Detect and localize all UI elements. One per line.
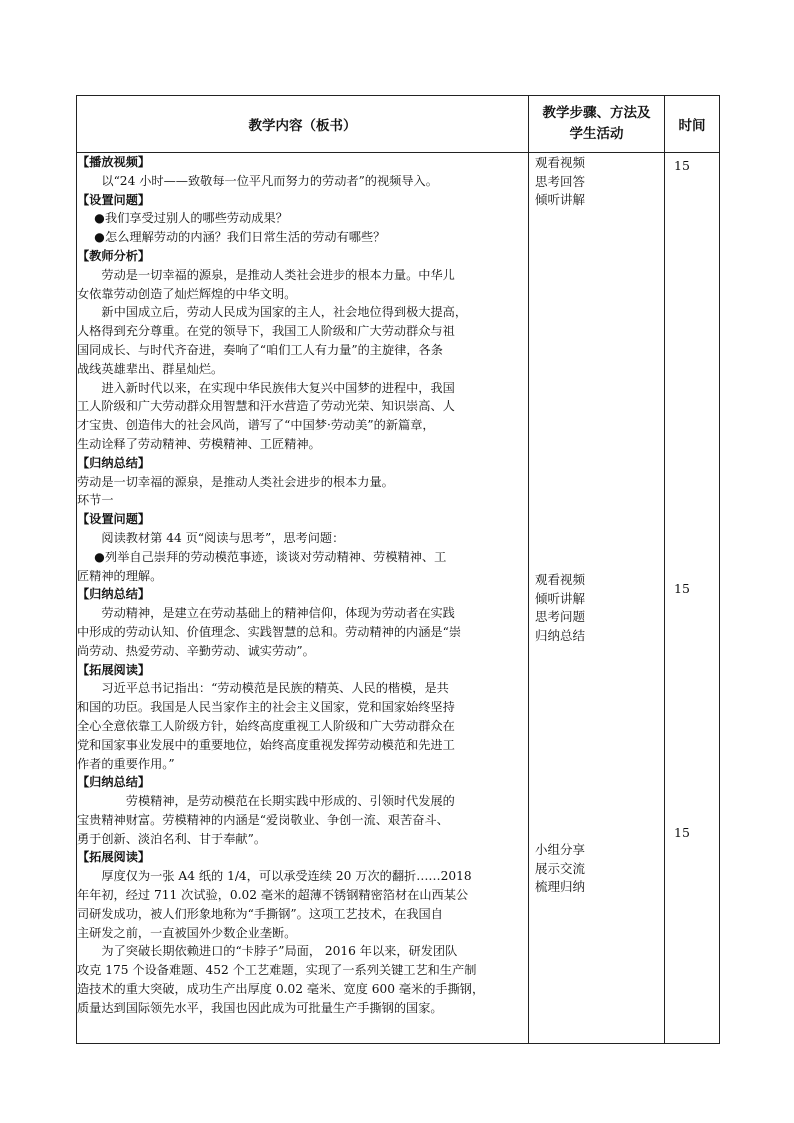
content-line-text: 年年初，经过 711 次试验，0.02 毫米的超薄不锈钢精密箔材在山西某公 bbox=[77, 888, 469, 903]
section-heading bbox=[77, 661, 528, 680]
step-group bbox=[535, 154, 585, 210]
content-line-text: 工人阶级和广大劳动群众用智慧和汗水营造了劳动光荣、知识崇高、人 bbox=[77, 399, 455, 414]
content-line-text: 怎么理解劳动的内涵？我们日常生活的劳动有哪些？ bbox=[105, 230, 386, 245]
content-line-text: 质量达到国际领先水平，我国也因此成为可批量生产手撕钢的国家。 bbox=[77, 1000, 443, 1015]
content-line-text: 主研发之前，一直被国外少数企业垄断。 bbox=[77, 925, 297, 940]
section-heading-text: 【拓展阅读】 bbox=[77, 662, 151, 677]
section-heading-text: 【归纳总结】 bbox=[77, 775, 151, 790]
step-item: 归纳总结 bbox=[535, 627, 586, 643]
content-line bbox=[77, 717, 528, 736]
step-item: 小组分享 bbox=[535, 842, 586, 857]
content-line bbox=[77, 679, 528, 698]
time-cell bbox=[665, 153, 720, 1044]
content-line bbox=[77, 755, 528, 774]
section-heading bbox=[77, 454, 528, 473]
time-value: 15 bbox=[674, 158, 690, 173]
step-item: 展示交流 bbox=[535, 860, 586, 876]
section-heading bbox=[77, 191, 528, 210]
content-line-text: 新中国成立后，劳动人民成为国家的主人，社会地位得到极大提高， bbox=[101, 305, 468, 320]
header-steps bbox=[529, 96, 665, 153]
content-line bbox=[77, 924, 528, 943]
header-steps-line2: 学生活动 bbox=[569, 126, 624, 142]
content-line-text: 阅读教材第 44 页“阅读与思考”，思考问题： bbox=[101, 530, 345, 545]
content-line-text: 劳动是一切幸福的源泉，是推动人类社会进步的根本力量。中华儿 bbox=[101, 267, 455, 282]
content-line bbox=[77, 435, 528, 454]
bullet-icon: ● bbox=[94, 549, 105, 564]
section-heading-text: 【归纳总结】 bbox=[77, 455, 151, 470]
step-item: 倾听讲解 bbox=[535, 192, 586, 207]
content-line-text: 作者的重要作用。” bbox=[77, 756, 175, 771]
content-line bbox=[77, 379, 528, 398]
time-value: 15 bbox=[674, 825, 690, 840]
content-line-text: 劳动是一切幸福的源泉，是推动人类社会进步的根本力量。 bbox=[77, 474, 394, 489]
steps-cell bbox=[529, 153, 665, 1044]
content-line-text: 勇于创新、淡泊名利、甘于奉献”。 bbox=[77, 831, 267, 846]
section-heading bbox=[77, 153, 528, 172]
content-line bbox=[77, 623, 528, 642]
content-line-text: 生动诠释了劳动精神、劳模精神、工匠精神。 bbox=[77, 436, 321, 451]
time-value: 15 bbox=[674, 581, 690, 596]
section-heading-text: 【教师分析】 bbox=[77, 248, 151, 263]
content-line bbox=[77, 736, 528, 755]
header-time: 时间 bbox=[665, 96, 720, 153]
step-item: 倾听讲解 bbox=[535, 590, 586, 606]
content-line bbox=[77, 567, 528, 586]
content-line-text: 为了突破长期依赖进口的“卡脖子”局面， 2016 年以来，研发团队 bbox=[101, 944, 458, 959]
section-heading-text: 【拓展阅读】 bbox=[77, 850, 151, 865]
content-line-text: 女依靠劳动创造了灿烂辉煌的中华文明。 bbox=[77, 286, 297, 301]
section-heading bbox=[77, 848, 528, 867]
content-line bbox=[77, 811, 528, 830]
content-line bbox=[77, 341, 528, 360]
content-line bbox=[77, 999, 528, 1018]
content-line-text: 战线英雄辈出、群星灿烂。 bbox=[77, 361, 224, 376]
header-steps-line1: 教学步骤、方法及 bbox=[542, 105, 651, 121]
content-line-text: 党和国家事业发展中的重要地位，始终高度重视发挥劳动模范和先进工 bbox=[77, 737, 455, 752]
content-line bbox=[77, 548, 528, 567]
content-line bbox=[77, 360, 528, 379]
content-cell bbox=[77, 153, 529, 1044]
lesson-plan-table bbox=[76, 95, 720, 1044]
content-line bbox=[77, 397, 528, 416]
content-line bbox=[77, 228, 528, 247]
content-line bbox=[77, 792, 528, 811]
step-group bbox=[535, 841, 585, 897]
content-line-text: 尚劳动、热爱劳动、辛勤劳动、诚实劳动”。 bbox=[77, 643, 315, 658]
section-heading bbox=[77, 510, 528, 529]
content-line bbox=[77, 886, 528, 905]
content-line bbox=[77, 266, 528, 285]
content-line-text: 环节一 bbox=[77, 493, 114, 508]
content-line-text: 我们享受过别人的哪些劳动成果？ bbox=[105, 211, 288, 226]
section-heading bbox=[77, 585, 528, 604]
content-line-text: 才宝贵、创造伟大的社会风尚，谱写了“中国梦·劳动美”的新篇章， bbox=[77, 418, 435, 433]
step-item: 思考回答 bbox=[535, 173, 586, 189]
content-line bbox=[77, 529, 528, 548]
section-heading bbox=[77, 773, 528, 792]
section-heading-text: 【归纳总结】 bbox=[77, 587, 151, 602]
content-line bbox=[77, 491, 528, 510]
content-line-text: 劳模精神，是劳动模范在长期实践中形成的、引领时代发展的 bbox=[125, 794, 455, 809]
content-line bbox=[77, 642, 528, 661]
content-line bbox=[77, 416, 528, 435]
step-group bbox=[535, 571, 585, 645]
content-line-text: 列举自己崇拜的劳动模范事迹，谈谈对劳动精神、劳模精神、工 bbox=[105, 549, 447, 564]
bullet-icon: ● bbox=[94, 211, 105, 226]
content-line bbox=[77, 209, 528, 228]
step-item: 观看视频 bbox=[535, 155, 586, 170]
step-item: 观看视频 bbox=[535, 572, 586, 587]
content-line bbox=[77, 905, 528, 924]
content-line bbox=[77, 473, 528, 492]
content-line-text: 国同成长、与时代齐奋进，奏响了“咱们工人有力量”的主旋律，各条 bbox=[77, 342, 443, 357]
content-line bbox=[77, 961, 528, 980]
content-line-text: 司研发成功，被人们形象地称为“手撕钢”。这项工艺技术，在我国自 bbox=[77, 906, 443, 921]
content-line-text: 习近平总书记指出：“劳动模范是民族的精英、人民的楷模，是共 bbox=[101, 681, 449, 696]
content-line-text: 全心全意依靠工人阶级方针，始终高度重视工人阶级和广大劳动群众在 bbox=[77, 718, 455, 733]
content-line-text: 和国的功臣。我国是人民当家作主的社会主义国家，党和国家始终坚持 bbox=[77, 700, 455, 715]
content-line-text: 进入新时代以来，在实现中华民族伟大复兴中国梦的进程中，我国 bbox=[101, 380, 455, 395]
content-line bbox=[77, 303, 528, 322]
bullet-icon: ● bbox=[94, 230, 105, 245]
content-line-text: 劳动精神，是建立在劳动基础上的精神信仰，体现为劳动者在实践 bbox=[101, 606, 455, 621]
content-line-text: 以“24 小时——致敬每一位平凡而努力的劳动者”的视频导入。 bbox=[101, 173, 438, 188]
content-line bbox=[77, 980, 528, 999]
content-line bbox=[77, 698, 528, 717]
content-line bbox=[77, 172, 528, 191]
table-header-row bbox=[77, 96, 720, 153]
section-heading-text: 【设置问题】 bbox=[77, 512, 151, 527]
section-heading bbox=[77, 247, 528, 266]
content-line bbox=[77, 942, 528, 961]
section-heading-text: 【设置问题】 bbox=[77, 192, 151, 207]
content-line-text: 中形成的劳动认知、价值理念、实践智慧的总和。劳动精神的内涵是“崇 bbox=[77, 624, 462, 639]
content-line-text: 造技术的重大突破，成功生产出厚度 0.02 毫米、宽度 600 毫米的手撕钢， bbox=[77, 982, 485, 997]
content-line-text: 宝贵精神财富。劳模精神的内涵是“爱岗敬业、争创一流、艰苦奋斗、 bbox=[77, 812, 449, 827]
step-item: 梳理归纳 bbox=[535, 879, 586, 894]
header-content bbox=[77, 96, 529, 153]
step-item: 思考问题 bbox=[535, 609, 586, 624]
content-line bbox=[77, 867, 528, 886]
content-line bbox=[77, 322, 528, 341]
content-line bbox=[77, 285, 528, 304]
content-line bbox=[77, 604, 528, 623]
content-line-text: 人格得到充分尊重。在党的领导下，我国工人阶级和广大劳动群众与祖 bbox=[77, 324, 455, 339]
content-line-text: 厚度仅为一张 A4 纸的 1/4，可以承受连续 20 万次的翻折……2018 bbox=[101, 869, 472, 884]
content-line bbox=[77, 830, 528, 849]
table-body-row bbox=[77, 153, 720, 1044]
header-content-label: 教学内容（板书） bbox=[248, 118, 357, 134]
content-line-text: 匠精神的理解。 bbox=[77, 568, 163, 583]
section-heading-text: 【播放视频】 bbox=[77, 155, 151, 169]
content-line-text: 攻克 175 个设备难题、452 个工艺难题，实现了一系列关键工艺和生产制 bbox=[77, 963, 477, 978]
